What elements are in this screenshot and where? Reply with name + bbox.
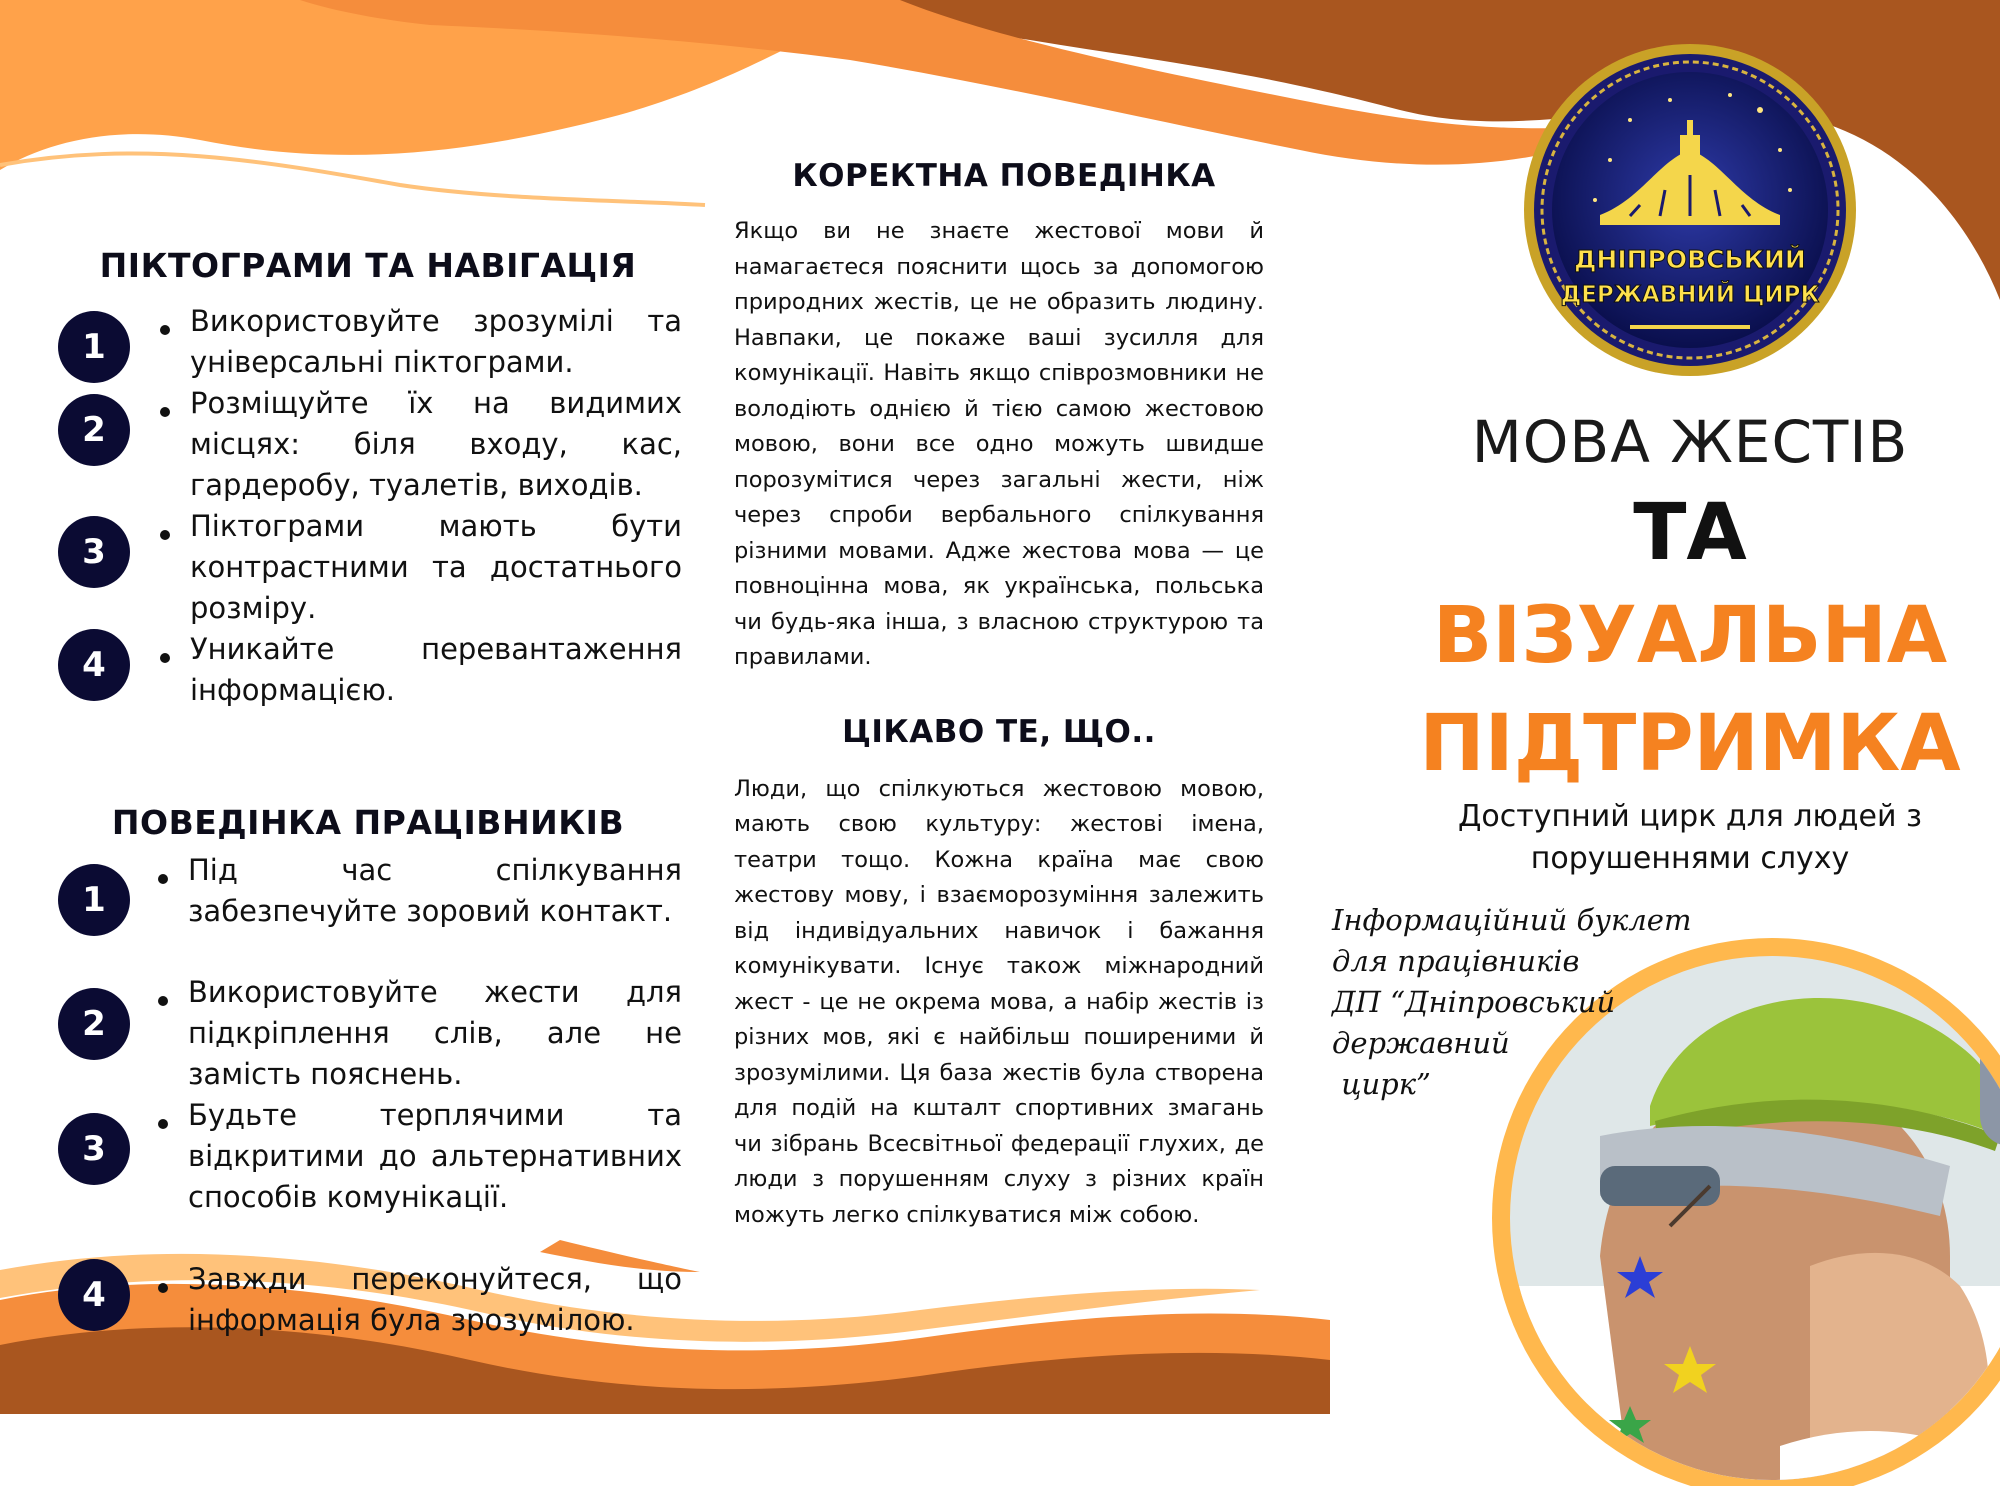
top-wave-white-sweep	[0, 162, 700, 225]
list-item-text: Піктограми мають бути контрастними та достатнього розміру.	[190, 509, 682, 625]
bullet-icon	[158, 996, 168, 1006]
correct-behaviour-text: Якщо ви не знаєте жестової мови й намагаєтеся пояснити щось за допомогою природних жестів, це не образить людину. Навпаки, це покаже ваші зусилля для комунікації. Навіть якщо співрозмовники не володіють однією й тією самою жестовою мовою, вони все одно можуть швидше порозумітися через загальні жести, ніж через спроби вербального спілкування різними мовами. Адже жестова мова — це повноцінна мова, як українська, польська чи будь-яка інша, з власною структурою та правилами.	[734, 218, 1264, 670]
bullet-icon	[160, 407, 170, 417]
number-badge: 1	[58, 311, 130, 383]
title-line-1: МОВА ЖЕСТІВ	[1471, 408, 1909, 476]
section-pictograms-title: ПІКТОГРАМИ ТА НАВІГАЦІЯ	[99, 246, 637, 285]
section-staff-title: ПОВЕДІНКА ПРАЦІВНИКІВ	[111, 803, 625, 842]
title-line-2: ТА	[1633, 488, 1747, 578]
booklet-line: для працівників	[1332, 944, 1580, 978]
bullet-icon	[160, 530, 170, 540]
list-item-text: Використовуйте зрозумілі та універсальні піктограми.	[190, 304, 682, 379]
left-panel	[58, 246, 688, 1370]
booklet-line: Інформаційний буклет	[1332, 903, 1692, 937]
bullet-icon	[160, 325, 170, 335]
booklet-caption	[1332, 900, 1692, 1105]
bullet-icon	[158, 874, 168, 884]
booklet-line: цирк”	[1332, 1067, 1431, 1101]
list-item-text: Використовуйте жести для підкріплення слів, але не замість пояснень.	[188, 975, 682, 1091]
booklet-line: ДП “Дніпровський	[1332, 985, 1616, 1019]
booklet-line: державний	[1332, 1026, 1510, 1060]
number-badge: 3	[58, 516, 130, 588]
number-badge: 2	[58, 988, 130, 1060]
section-correct-behaviour-title: КОРЕКТНА ПОВЕДІНКА	[792, 158, 1216, 194]
number-badge: 3	[58, 1113, 130, 1185]
bullet-icon	[158, 1283, 168, 1293]
subtitle: Доступний цирк для людей з порушеннями слуху	[1457, 799, 1922, 876]
logo-line1: ДНІПРОВСЬКИЙ	[1574, 245, 1806, 274]
number-badge: 4	[58, 629, 130, 701]
pictograms-list	[58, 301, 688, 781]
number-badge: 1	[58, 864, 130, 936]
logo-line2: ДЕРЖАВНИЙ ЦИРК	[1560, 282, 1820, 308]
logo-emblem-icon	[1520, 40, 1860, 380]
circus-logo	[1520, 40, 1860, 380]
number-badge: 2	[58, 394, 130, 466]
interesting-text: Люди, що спілкуються жестовою мовою, мають свою культуру: жестові імена, театри тощо. Кожна країна має свою жестову мову, і взаєморозуміння залежить від індивідуальних навичок і бажання комунікувати. Існує також міжнародний жест - це не окрема мова, а набір жестів із різних мов, які є найбільш поширеними й зрозумілими. Ця база жестів була створена для подій на кшталт спортивних змагань чи зібрань Всесвітньої федерації глухих, де люди з порушенням слуху з різних країн можуть легко спілкуватися між собою.	[734, 775, 1264, 1228]
number-badge: 4	[58, 1259, 130, 1331]
middle-panel	[734, 158, 1264, 1233]
list-item-text: Уникайте перевантаження інформацією.	[190, 632, 682, 707]
list-item-text: Завжди переконуйтеся, що інформація була зрозумілою.	[188, 1262, 682, 1337]
title-line-3: ВІЗУАЛЬНА ПІДТРИМКА	[1419, 591, 1961, 789]
list-item-text: Розміщуйте їх на видимих місцях: біля входу, кас, гардеробу, туалетів, виходів.	[190, 386, 682, 502]
list-item-text: Будьте терплячими та відкритими до альтернативних способів комунікації.	[188, 1098, 682, 1214]
list-item-text: Під час спілкування забезпечуйте зоровий контакт.	[188, 853, 682, 928]
staff-behaviour-list	[58, 850, 688, 1370]
bullet-icon	[158, 1119, 168, 1129]
section-interesting-title: ЦІКАВО ТЕ, ЩО..	[842, 713, 1156, 750]
bullet-icon	[160, 653, 170, 663]
